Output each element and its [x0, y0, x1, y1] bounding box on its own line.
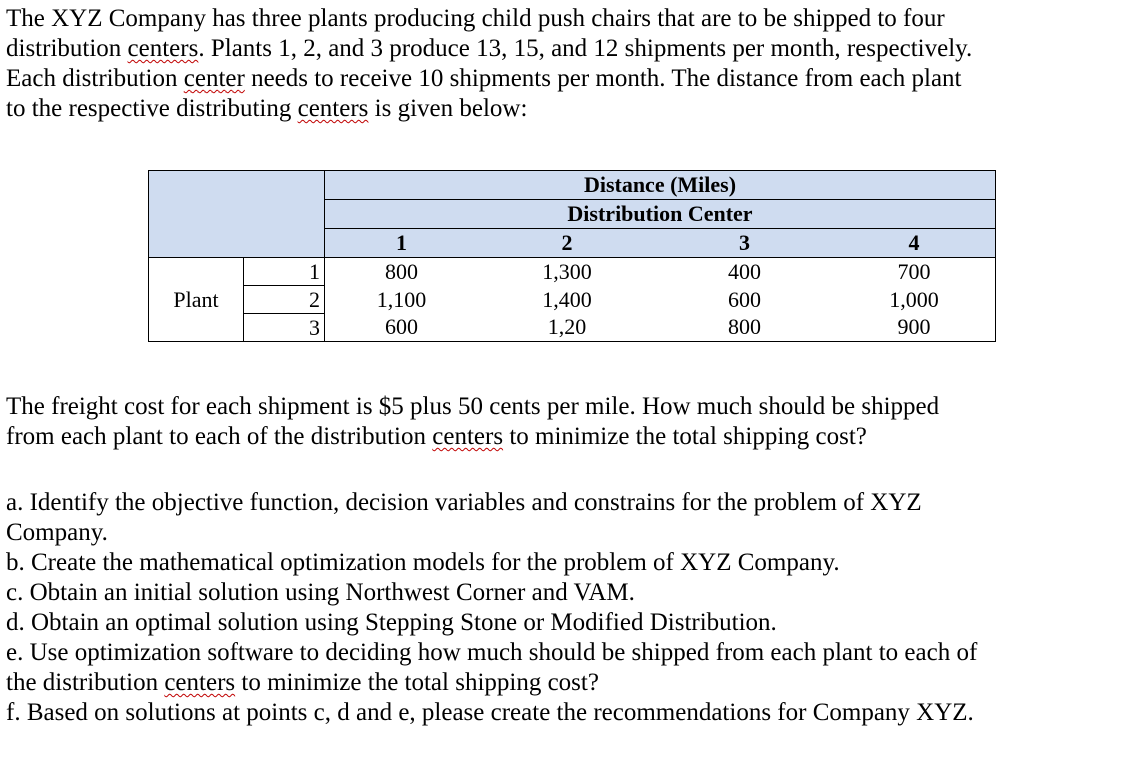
question-e-continued: the distribution centers to minimize the total shipping cost?	[6, 669, 599, 696]
plant-number: 1	[244, 258, 325, 286]
question-c: c. Obtain an initial solution using Northwest Corner and VAM.	[6, 579, 635, 606]
table-cell: 1,300	[478, 258, 656, 286]
table-cell: 600	[325, 314, 479, 342]
question-a: a. Identify the objective function, decision variables and constrains for the problem of XYZ	[6, 489, 922, 516]
intro-paragraph	[6, 4, 972, 124]
column-header: 3	[656, 229, 833, 258]
table-row	[149, 314, 996, 342]
intro-line-2: distribution centers. Plants 1, 2, and 3 produce 13, 15, and 12 shipments per month, respectively.	[6, 35, 973, 62]
table-row	[149, 258, 996, 286]
spellcheck-word: centers	[297, 95, 369, 122]
column-header: 2	[478, 229, 656, 258]
table-cell: 600	[728, 286, 761, 312]
plant-number: 3	[244, 314, 325, 342]
table-cell: 800	[656, 314, 833, 342]
column-header: 1	[325, 229, 479, 258]
table-subtitle: Distribution Center	[325, 200, 996, 229]
plant-number: 2	[244, 286, 325, 314]
table-cell: 400	[656, 258, 833, 286]
row-group-label: Plant	[149, 258, 244, 342]
freight-line-2: from each plant to each of the distribution centers to minimize the total shipping cost?	[6, 423, 867, 450]
intro-line-1: The XYZ Company has three plants producing child push chairs that are to be shipped to four	[6, 5, 945, 32]
table-cell: 800	[325, 258, 479, 286]
spellcheck-word: center	[183, 65, 245, 92]
intro-line-4: to the respective distributing centers is given below:	[6, 95, 528, 122]
column-header: 4	[833, 229, 996, 258]
intro-line-3: Each distribution center needs to receive 10 shipments per month. The distance from each plant	[6, 65, 962, 92]
question-a-continued: Company.	[6, 519, 108, 546]
spellcheck-word: centers	[164, 669, 236, 696]
table-cell: 1,000	[833, 286, 996, 314]
questions-list	[6, 488, 977, 728]
table-cell: 1,20	[478, 314, 656, 342]
table-cell: 1,400	[542, 286, 592, 312]
question-d: d. Obtain an optimal solution using Stepping Stone or Modified Distribution.	[6, 609, 777, 636]
freight-paragraph	[6, 392, 939, 452]
question-e: e. Use optimization software to deciding how much should be shipped from each plant to each of	[6, 639, 978, 666]
freight-line-1: The freight cost for each shipment is $5 plus 50 cents per mile. How much should be shipped	[6, 393, 940, 420]
table-cell: 900	[833, 314, 996, 342]
spellcheck-word: centers	[127, 35, 199, 62]
table-row	[149, 286, 996, 314]
table-title: Distance (Miles)	[325, 171, 996, 200]
table-corner-cell	[149, 171, 325, 258]
table-cell: 700	[833, 258, 996, 286]
question-b: b. Create the mathematical optimization models for the problem of XYZ Company.	[6, 549, 840, 576]
spellcheck-word: centers	[432, 423, 504, 450]
table-cell: 1,100	[325, 286, 479, 314]
distance-table	[148, 170, 996, 342]
question-f: f. Based on solutions at points c, d and e, please create the recommendations for Company XYZ.	[6, 699, 974, 726]
